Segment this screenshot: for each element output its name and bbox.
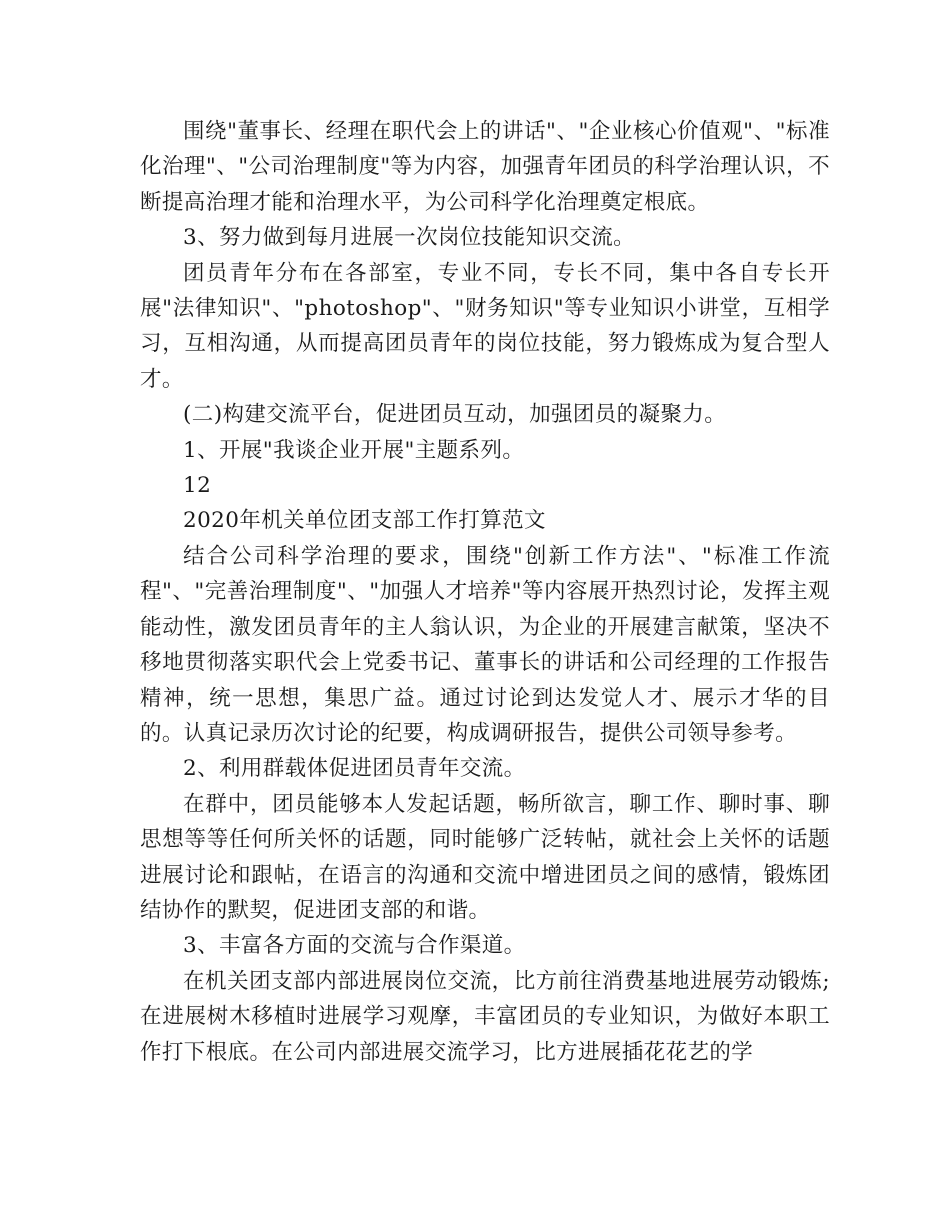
- page-number: 12: [183, 473, 212, 499]
- paragraph: 在机关团支部内部进展岗位交流，比方前往消费基地进展劳动锻炼;在进展树木移植时进展学习观摩，丰富团员的专业知识，为做好本职工作打下根底。在公司内部进展交流学习，比方进展插花花艺的学: [140, 968, 830, 1065]
- paragraph: 团员青年分布在各部室，专业不同，专长不同，集中各自专长开展"法律知识"、"photoshop"、"财务知识"等专业知识小讲堂，互相学习，互相沟通，从而提高团员青年的岗位技能，努力锻炼成为复合型人才。: [140, 260, 830, 392]
- document-body: [140, 114, 830, 1070]
- paragraph: 围绕"董事长、经理在职代会上的讲话"、"企业核心价值观"、"标准化治理"、"公司治理制度"等为内容，加强青年团员的科学治理认识，不断提高治理才能和治理水平，为公司科学化治理奠定根底。: [140, 119, 830, 215]
- paragraph: 结合公司科学治理的要求，围绕"创新工作方法"、"标准工作流程"、"完善治理制度"、"加强人才培养"等内容展开热烈讨论，发挥主观能动性，激发团员青年的主人翁认识，为企业的开展建言献策，坚决不移地贯彻落实职代会上党委书记、董事长的讲话和公司经理的工作报告精神，统一思想，集思广益。通过讨论到达发觉人才、展示才华的目的。认真记录历次讨论的纪要，构成调研报告，提供公司领导参考。: [140, 543, 830, 746]
- section-heading: 3、丰富各方面的交流与合作渠道。: [183, 933, 526, 959]
- section-heading: 1、开展"我谈企业开展"主题系列。: [183, 437, 525, 463]
- section-heading: 2、利用群载体促进团员青年交流。: [183, 756, 526, 782]
- section-heading: (二)构建交流平台，促进团员互动，加强团员的凝聚力。: [183, 402, 727, 428]
- section-heading: 3、努力做到每月进展一次岗位技能知识交流。: [183, 225, 636, 251]
- document-title: 2020年机关单位团支部工作打算范文: [183, 508, 546, 534]
- paragraph: 在群中，团员能够本人发起话题，畅所欲言，聊工作、聊时事、聊思想等等任何所关怀的话题，同时能够广泛转帖，就社会上关怀的话题进展讨论和跟帖，在语言的沟通和交流中增进团员之间的感情，锻炼团结协作的默契，促进团支部的和谐。: [140, 791, 830, 923]
